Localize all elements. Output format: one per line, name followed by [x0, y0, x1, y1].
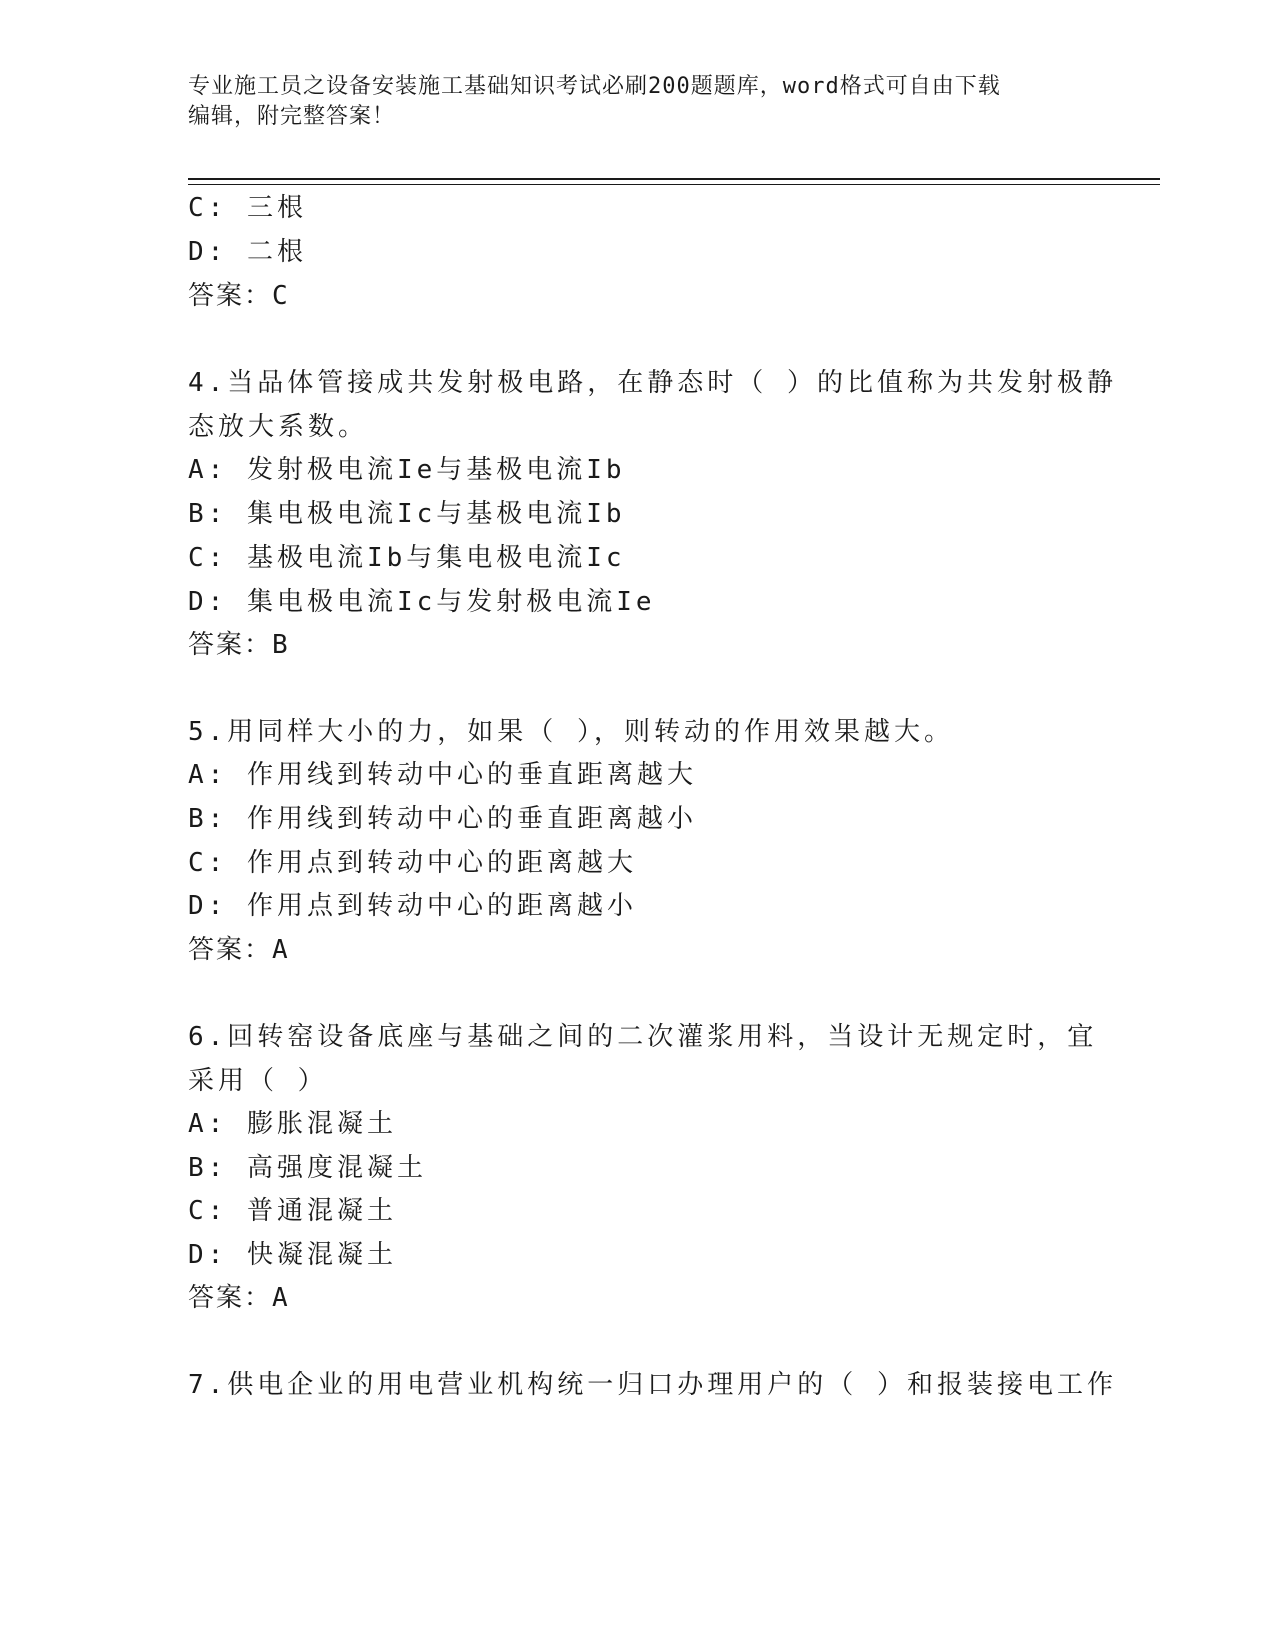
header-divider-thin — [188, 184, 1160, 185]
header-divider-thick — [188, 178, 1160, 180]
q4-stem-line-1: 4.当品体管接成共发射极电路，在静态时（ ）的比值称为共发射极静 — [188, 368, 1117, 398]
q7-stem-line-1: 7.供电企业的用电营业机构统一归口办理用户的（ ）和报装接电工作 — [188, 1370, 1117, 1400]
q3-answer: 答案：C — [188, 281, 290, 311]
q6-option-b: B: 高强度混凝土 — [188, 1153, 427, 1183]
q3-option-c: C: 三根 — [188, 193, 307, 223]
q4-option-c: C: 基极电流Ib与集电极电流Ic — [188, 543, 626, 573]
header-line-2: 编辑，附完整答案！ — [188, 104, 396, 129]
q6-option-d: D: 快凝混凝土 — [188, 1240, 397, 1270]
q4-option-a: A: 发射极电流Ie与基极电流Ib — [188, 455, 626, 485]
q5-option-d: D: 作用点到转动中心的距离越小 — [188, 891, 637, 921]
q5-stem-line-1: 5.用同样大小的力，如果（ ），则转动的作用效果越大。 — [188, 717, 954, 747]
q4-option-d: D: 集电极电流Ic与发射极电流Ie — [188, 587, 656, 617]
document-header — [188, 72, 1068, 132]
q6-answer: 答案：A — [188, 1283, 290, 1313]
q5-option-c: C: 作用点到转动中心的距离越大 — [188, 848, 637, 878]
q4-option-b: B: 集电极电流Ic与基极电流Ib — [188, 499, 626, 529]
q6-option-a: A: 膨胀混凝土 — [188, 1109, 397, 1139]
q6-stem-line-1: 6.回转窑设备底座与基础之间的二次灌浆用料，当设计无规定时，宜 — [188, 1022, 1098, 1052]
q4-stem-line-2: 态放大系数。 — [188, 412, 369, 442]
q4-answer: 答案：B — [188, 630, 290, 660]
q5-answer: 答案：A — [188, 935, 290, 965]
q6-stem-line-2: 采用（ ） — [188, 1066, 328, 1096]
q5-option-b: B: 作用线到转动中心的垂直距离越小 — [188, 804, 697, 834]
q5-option-a: A: 作用线到转动中心的垂直距离越大 — [188, 760, 697, 790]
q6-option-c: C: 普通混凝土 — [188, 1196, 397, 1226]
q3-option-d: D: 二根 — [188, 237, 307, 267]
header-line-1: 专业施工员之设备安装施工基础知识考试必刷200题题库，word格式可自由下载 — [188, 74, 1001, 99]
